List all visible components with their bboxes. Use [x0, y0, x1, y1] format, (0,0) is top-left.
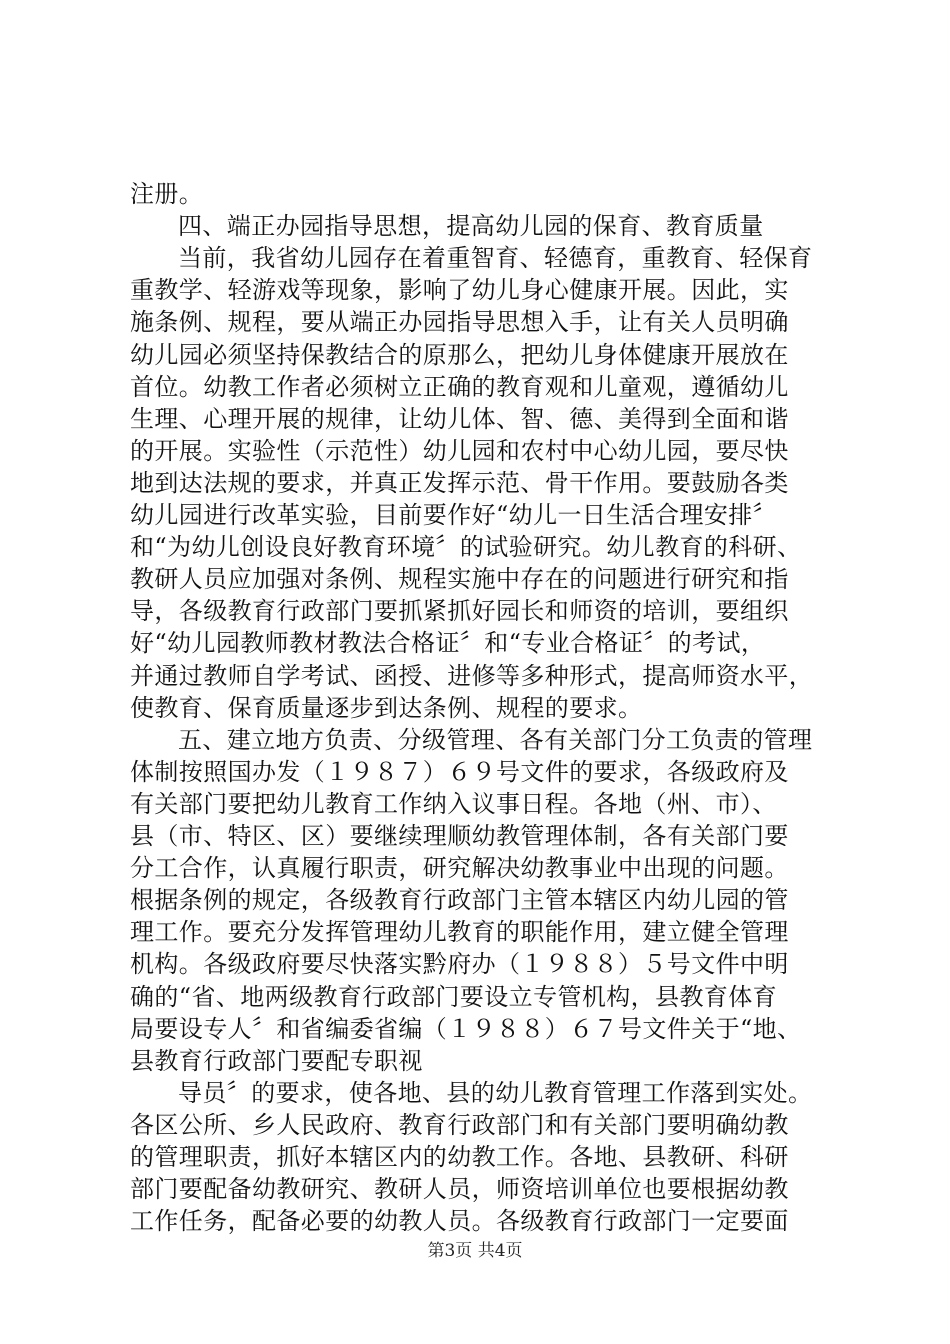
text-line: 施条例、规程，要从端正办园指导思想入手，让有关人员明确 [130, 308, 789, 337]
text-line: 工作任务，配备必要的幼教人员。各级教育行政部门一定要面 [130, 1207, 789, 1236]
text-line: 确的“省、地两级教育行政部门要设立专管机构，县教育体育 [130, 982, 778, 1011]
text-line: 的管理职责，抓好本辖区内的幼教工作。各地、县教研、科研 [130, 1143, 789, 1171]
text-line: 首位。幼教工作者必须树立正确的教育观和儿童观，遵循幼儿 [130, 372, 789, 401]
text-line: 生理、心理开展的规律，让幼儿体、智、德、美得到全面和谐 [130, 404, 789, 433]
text-line: 体制按照国办发（１９８７）６９号文件的要求，各级政府及 [130, 757, 789, 786]
text-line: 导，各级教育行政部门要抓紧抓好园长和师资的培训，要组织 [130, 597, 789, 626]
text-line: 理工作。要充分发挥管理幼儿教育的职能作用，建立健全管理 [130, 918, 789, 947]
text-line: 县（市、特区、区）要继续理顺幼教管理体制，各有关部门要 [130, 822, 789, 850]
text-line: 教研人员应加强对条例、规程实施中存在的问题进行研究和指 [130, 565, 789, 594]
text-line: 五、建立地方负责、分级管理、各有关部门分工负责的管理 [178, 725, 813, 754]
text-line: 局要设专人〞和省编委省编（１９８８）６７号文件关于“地、 [130, 1014, 802, 1043]
text-line: 部门要配备幼教研究、教研人员，师资培训单位也要根据幼教 [130, 1175, 789, 1204]
text-line: 有关部门要把幼儿教育工作纳入议事日程。各地（州、市）、 [130, 789, 777, 818]
text-line: 地到达法规的要求，并真正发挥示范、骨干作用。要鼓励各类 [130, 468, 789, 497]
text-line: 机构。各级政府要尽快落实黔府办（１９８８）５号文件中明 [130, 950, 789, 979]
text-line: 县教育行政部门要配专职视 [130, 1046, 423, 1075]
text-line: 好“幼儿园教师教材教法合格证〞和“专业合格证〞的考试， [130, 629, 766, 658]
text-line: 并通过教师自学考试、函授、进修等多种形式，提高师资水平， [130, 661, 814, 690]
text-line: 和“为幼儿创设良好教育环境〞的试验研究。幼儿教育的科研、 [130, 533, 802, 562]
text-line: 重教学、轻游戏等现象，影响了幼儿身心健康开展。因此，实 [130, 276, 789, 305]
text-line: 幼儿园进行改革实验，目前要作好“幼儿一日生活合理安排〞 [130, 501, 778, 529]
text-line: 当前，我省幼儿园存在着重智育、轻德育，重教育、轻保育 [178, 244, 813, 273]
page-footer: 第3页 共4页 [427, 1241, 523, 1261]
text-line: 注册。 [130, 180, 204, 208]
text-line: 使教育、保育质量逐步到达条例、规程的要求。 [130, 693, 643, 722]
text-line: 分工合作，认真履行职责，研究解决幼教事业中出现的问题。 [130, 854, 789, 883]
text-line: 幼儿园必须坚持保教结合的原那么，把幼儿身体健康开展放在 [130, 340, 789, 369]
text-line: 四、端正办园指导思想，提高幼儿园的保育、教育质量 [178, 212, 764, 241]
text-line: 根据条例的规定，各级教育行政部门主管本辖区内幼儿园的管 [130, 886, 789, 915]
text-line: 各区公所、乡人民政府、教育行政部门和有关部门要明确幼教 [130, 1110, 789, 1139]
text-line: 导员〞的要求，使各地、县的幼儿教育管理工作落到实处。 [178, 1078, 813, 1107]
text-line: 的开展。实验性（示范性）幼儿园和农村中心幼儿园，要尽快 [130, 436, 789, 465]
